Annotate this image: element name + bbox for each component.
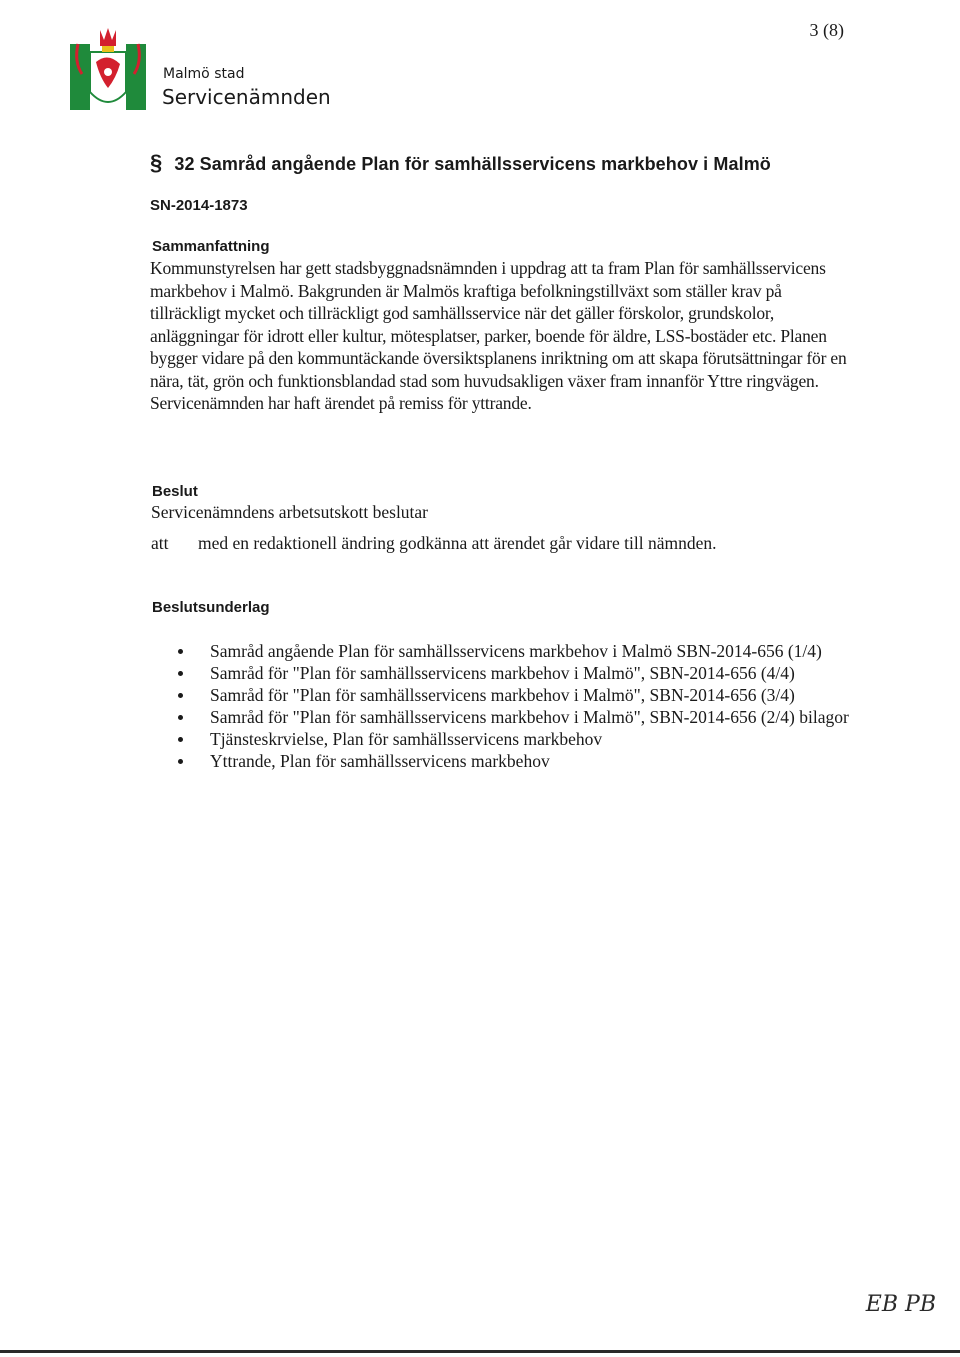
list-item-text: Samråd för "Plan för samhällsservicens markbehov i Malmö", SBN-2014-656 (3/4) — [210, 685, 795, 705]
section-symbol: § — [150, 150, 163, 175]
bullet-icon — [178, 649, 183, 654]
bullet-icon — [178, 671, 183, 676]
handwritten-initials: EB PB — [865, 1292, 936, 1317]
case-number: SN-2014-1873 — [150, 197, 248, 214]
department-name: Servicenämnden — [162, 85, 331, 109]
bullet-icon — [178, 715, 183, 720]
decision-intro: Servicenämndens arbetsutskott beslutar — [151, 502, 429, 522]
organization-name: Malmö stad — [163, 66, 245, 82]
basis-heading: Beslutsunderlag — [152, 599, 270, 616]
agenda-item-title-text: 32 Samråd angående Plan för samhällsservicens markbehov i Malmö — [174, 154, 771, 174]
list-item-text: Yttrande, Plan för samhällsservicens markbehov — [210, 751, 550, 771]
bullet-icon — [178, 759, 183, 764]
att-text: med en redaktionell ändring godkänna att ärendet går vidare till nämnden. — [198, 533, 717, 553]
list-item — [174, 728, 854, 750]
decision-att-clause — [151, 533, 717, 554]
summary-heading: Sammanfattning — [152, 238, 270, 255]
page-number: 3 (8) — [809, 20, 844, 40]
list-item — [174, 662, 854, 684]
page-bottom-edge — [0, 1350, 960, 1353]
list-item — [174, 750, 854, 772]
att-label: att — [151, 533, 169, 553]
basis-list — [174, 640, 854, 772]
bullet-icon — [178, 693, 183, 698]
bullet-icon — [178, 737, 183, 742]
list-item — [174, 706, 854, 728]
list-item-text: Tjänsteskrvielse, Plan för samhällsservicens markbehov — [210, 729, 603, 749]
list-item-text: Samråd angående Plan för samhällsservicens markbehov i Malmö SBN-2014-656 (1/4) — [210, 641, 822, 661]
list-item-text: Samråd för "Plan för samhällsservicens markbehov i Malmö", SBN-2014-656 (4/4) — [210, 663, 795, 683]
malmo-coat-of-arms-logo — [70, 22, 146, 110]
list-item — [174, 684, 854, 706]
agenda-item-title — [150, 150, 771, 176]
list-item-text: Samråd för "Plan för samhällsservicens markbehov i Malmö", SBN-2014-656 (2/4) bilagor — [210, 707, 849, 727]
list-item — [174, 640, 854, 662]
summary-text: Kommunstyrelsen har gett stadsbyggnadsnämnden i uppdrag att ta fram Plan för samhällsservicens markbehov i Malmö. Bakgrunden är Malmös kraftiga befolkningstillväxt som ställer krav på tillräckligt mycket och tillräckligt god samhällsservice när det gäller förskolor, grundskolor, anläggningar för idrott eller kultur, mötesplatser, parker, boende för äldre, LSS-bostäder etc. Planen bygger vidare på den kommuntäckande översiktsplanens inriktning om att skapa förutsättningar för en nära, tät, grön och funktionsblandad stad som huvudsakligen växer fram innanför Yttre ringvägen. Servicenämnden har haft ärendet på remiss för yttrande. — [150, 258, 847, 413]
decision-heading: Beslut — [152, 483, 198, 500]
